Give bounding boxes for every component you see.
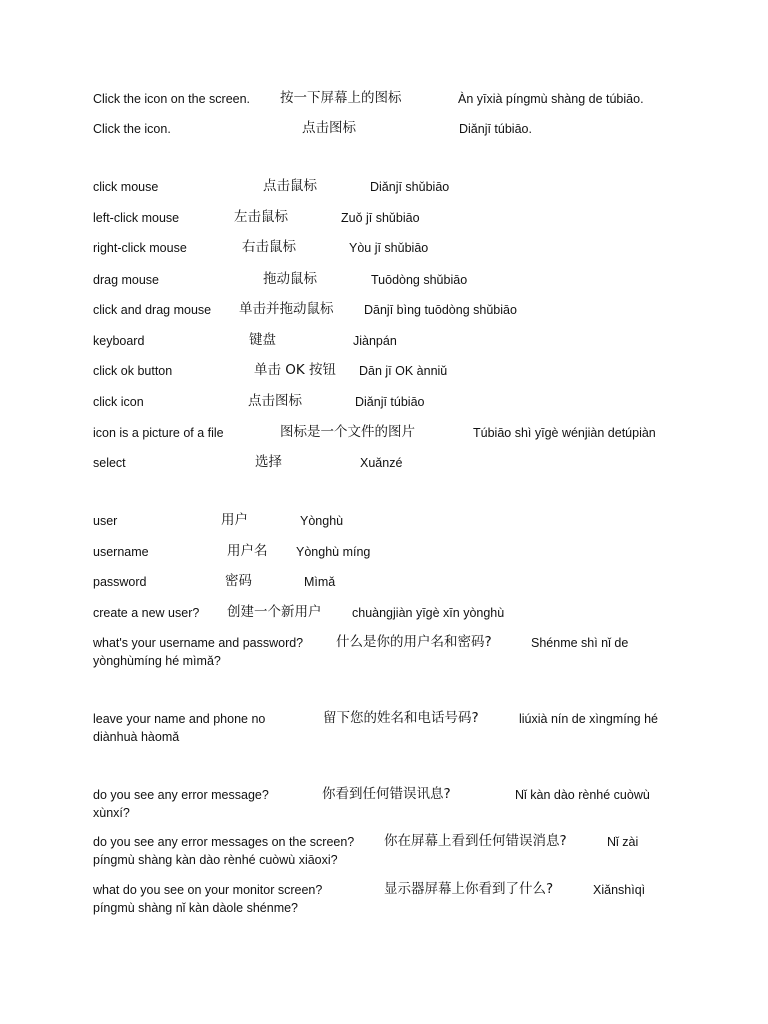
pinyin-phrase-line2: yònghùmíng hé mìmǎ? — [93, 654, 221, 668]
pinyin-phrase: Diǎnjī túbiāo — [355, 395, 425, 409]
chinese-phrase: 显示器屏幕上你看到了什么? — [384, 881, 554, 897]
chinese-phrase: 用户名 — [227, 543, 268, 559]
pinyin-phrase-line2: diànhuà hàomǎ — [93, 730, 180, 744]
chinese-phrase: 用户 — [221, 512, 248, 528]
vocab-entry-wrapped — [93, 786, 673, 822]
english-phrase: Click the icon. — [93, 122, 171, 136]
vocab-entry-wrapped — [93, 833, 673, 869]
chinese-phrase: 拖动鼠标 — [263, 271, 317, 287]
english-phrase: right-click mouse — [93, 241, 187, 255]
vocab-entry-wrapped — [93, 634, 673, 670]
chinese-phrase: 点击图标 — [248, 393, 302, 409]
pinyin-phrase: Dānjī bìng tuōdòng shǔbiāo — [364, 303, 517, 317]
chinese-phrase: 你在屏幕上看到任何错误消息? — [384, 833, 567, 849]
chinese-phrase: 创建一个新用户 — [227, 604, 322, 620]
english-phrase: drag mouse — [93, 273, 160, 287]
pinyin-phrase: chuàngjiàn yīgè xīn yònghù — [352, 606, 505, 620]
chinese-phrase: 点击鼠标 — [263, 178, 317, 194]
chinese-phrase: 左击鼠标 — [234, 209, 288, 225]
vocab-entry-wrapped — [93, 881, 673, 917]
pinyin-phrase: Yònghù — [300, 514, 344, 528]
chinese-phrase: 选择 — [255, 454, 282, 470]
chinese-phrase: 什么是你的用户名和密码? — [336, 634, 492, 650]
chinese-phrase: 留下您的姓名和电话号码? — [323, 710, 479, 726]
chinese-phrase: 单击并拖动鼠标 — [239, 301, 334, 317]
chinese-phrase: 右击鼠标 — [242, 239, 296, 255]
pinyin-phrase-line1: Xiǎnshìqì — [593, 883, 646, 897]
english-phrase: username — [93, 545, 149, 559]
pinyin-phrase-line1: Shénme shì nǐ de — [531, 636, 629, 650]
pinyin-phrase-line1: Nǐ zài — [607, 835, 639, 849]
english-phrase: leave your name and phone no — [93, 712, 266, 726]
english-phrase: click ok button — [93, 364, 173, 378]
english-phrase: what do you see on your monitor screen? — [93, 883, 323, 897]
chinese-phrase: 键盘 — [249, 332, 276, 348]
english-phrase: left-click mouse — [93, 211, 180, 225]
chinese-phrase: 密码 — [225, 573, 252, 589]
english-phrase: password — [93, 575, 147, 589]
pinyin-phrase-line2: xùnxí? — [93, 806, 130, 820]
pinyin-phrase: Jiànpán — [353, 334, 397, 348]
pinyin-phrase-line1: Nǐ kàn dào rènhé cuòwù — [515, 788, 650, 802]
english-phrase: do you see any error messages on the screen? — [93, 835, 355, 849]
english-phrase: Click the icon on the screen. — [93, 92, 251, 106]
chinese-phrase: 图标是一个文件的图片 — [280, 424, 415, 440]
english-phrase: keyboard — [93, 334, 145, 348]
pinyin-phrase: Tuōdòng shǔbiāo — [371, 273, 468, 287]
chinese-phrase: 按一下屏幕上的图标 — [280, 90, 402, 106]
pinyin-phrase: Yònghù míng — [296, 545, 371, 559]
pinyin-phrase: Mìmǎ — [304, 575, 336, 589]
pinyin-phrase-line2: píngmù shàng nǐ kàn dàole shénme? — [93, 901, 299, 915]
pinyin-phrase: Diǎnjī túbiāo. — [459, 122, 532, 136]
pinyin-phrase-line1: liúxià nín de xìngmíng hé — [519, 712, 658, 726]
chinese-phrase: 点击图标 — [302, 120, 356, 136]
pinyin-phrase: Xuǎnzé — [360, 456, 403, 470]
pinyin-phrase: Zuǒ jī shǔbiāo — [341, 211, 420, 225]
chinese-phrase: 你看到任何错误讯息? — [322, 786, 451, 802]
pinyin-phrase: Túbiāo shì yīgè wénjiàn detúpiàn — [473, 426, 656, 440]
vocab-entry-wrapped — [93, 710, 673, 746]
pinyin-phrase: Yòu jī shǔbiāo — [349, 241, 429, 255]
english-phrase: icon is a picture of a file — [93, 426, 224, 440]
pinyin-phrase: Dān jī OK ànniǔ — [359, 364, 448, 378]
english-phrase: click icon — [93, 395, 144, 409]
pinyin-phrase: Diǎnjī shǔbiāo — [370, 180, 450, 194]
english-phrase: do you see any error message? — [93, 788, 269, 802]
english-phrase: click mouse — [93, 180, 159, 194]
english-phrase: select — [93, 456, 126, 470]
pinyin-phrase: Àn yīxià píngmù shàng de túbiāo. — [458, 92, 644, 106]
pinyin-phrase-line2: píngmù shàng kàn dào rènhé cuòwù xiāoxi? — [93, 853, 338, 867]
english-phrase: user — [93, 514, 118, 528]
english-phrase: what's your username and password? — [93, 636, 304, 650]
english-phrase: click and drag mouse — [93, 303, 212, 317]
english-phrase: create a new user? — [93, 606, 200, 620]
chinese-phrase: 单击 OK 按钮 — [254, 362, 337, 378]
